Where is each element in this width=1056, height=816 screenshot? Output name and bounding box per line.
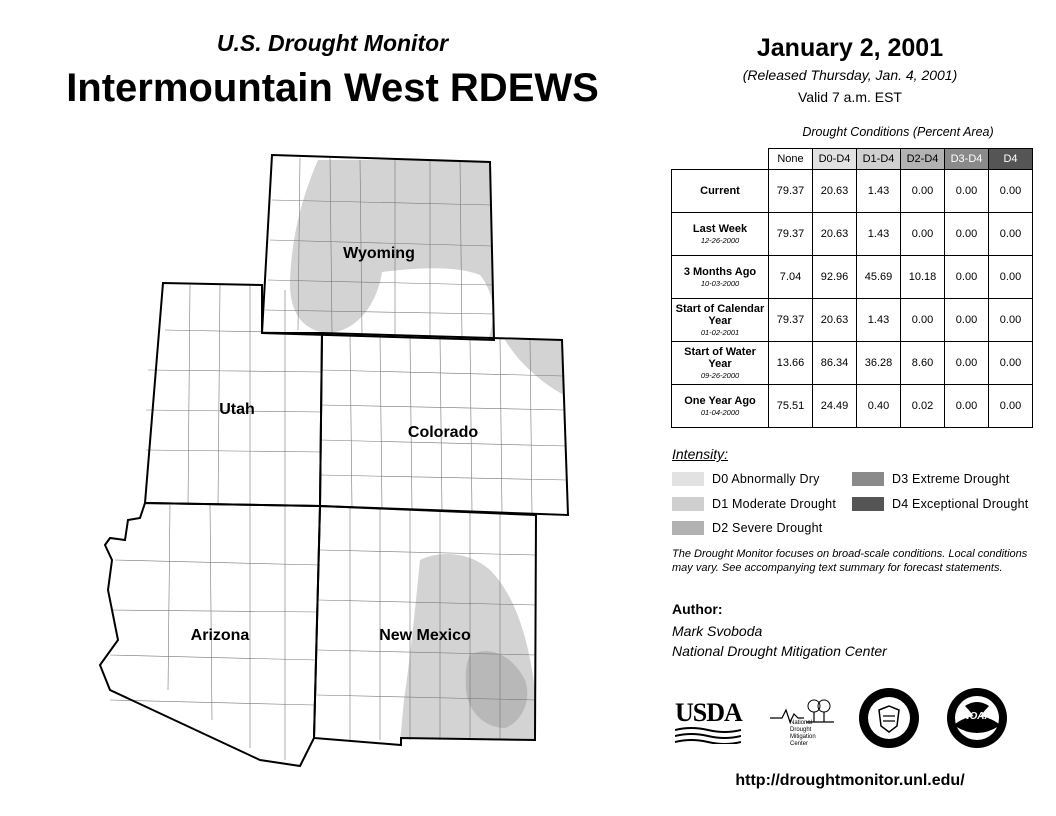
- state-label-new-mexico: New Mexico: [379, 627, 471, 644]
- author-block: [672, 621, 887, 661]
- disclaimer-note: The Drought Monitor focuses on broad-scale conditions. Local conditions may vary. See accompanying text summary for forecast statements.: [672, 548, 1028, 574]
- table-cell: 0.00: [901, 299, 945, 342]
- table-cell: 0.00: [989, 256, 1033, 299]
- col-header-d1-d4: D1-D4: [857, 149, 901, 170]
- ndmc-logo: [770, 698, 842, 754]
- drought-conditions-table: [671, 148, 1033, 428]
- table-row: [672, 342, 1033, 385]
- row-label: Start of Water Year: [684, 345, 756, 370]
- row-date: 12-26-2000: [700, 235, 740, 245]
- state-label-arizona: Arizona: [190, 627, 250, 644]
- table-header-row: [672, 149, 1033, 170]
- table-caption: Drought Conditions (Percent Area): [802, 125, 994, 139]
- table-cell: 0.00: [945, 213, 989, 256]
- table-cell: 0.00: [901, 213, 945, 256]
- row-label: Current: [700, 185, 740, 197]
- col-header-d0-d4: D0-D4: [813, 149, 857, 170]
- noaa-logo-text: NOAA: [962, 711, 992, 722]
- valid-time: Valid 7 a.m. EST: [797, 89, 902, 105]
- legend-label: D2 Severe Drought: [712, 521, 823, 535]
- legend-title: Intensity:: [672, 446, 729, 462]
- row-header: [672, 342, 769, 385]
- author-org: National Drought Mitigation Center: [672, 643, 887, 659]
- release-date: (Released Thursday, Jan. 4, 2001): [742, 67, 958, 83]
- table-cell: 13.66: [769, 342, 813, 385]
- row-header: [672, 385, 769, 428]
- legend-label: D1 Moderate Drought: [712, 497, 837, 511]
- website-url[interactable]: http://droughtmonitor.unl.edu/: [735, 772, 965, 789]
- map-date: January 2, 2001: [756, 34, 944, 62]
- col-header-d2-d4: D2-D4: [901, 149, 945, 170]
- table-cell: 0.00: [945, 170, 989, 213]
- table-cell: 10.18: [901, 256, 945, 299]
- legend-swatch: [672, 521, 704, 535]
- map-title: Intermountain West RDEWS: [66, 66, 599, 110]
- row-label: One Year Ago: [684, 394, 756, 407]
- table-cell: 0.00: [945, 256, 989, 299]
- table-cell: 45.69: [857, 256, 901, 299]
- table-cell: 79.37: [769, 170, 813, 213]
- drought-map: [0, 140, 660, 770]
- legend-swatch: [852, 497, 884, 511]
- legend-item-d1: [672, 497, 836, 511]
- legend-swatch: [852, 472, 884, 486]
- table-cell: 0.00: [945, 385, 989, 428]
- table-cell: 86.34: [813, 342, 857, 385]
- legend-item-d2: [672, 521, 822, 535]
- table-corner: [672, 149, 769, 170]
- row-date: 01-04-2000: [700, 407, 740, 417]
- noaa-logo: [945, 686, 1009, 750]
- table-row: [672, 299, 1033, 342]
- table-cell: 24.49: [813, 385, 857, 428]
- table-cell: 20.63: [813, 170, 857, 213]
- map-subtitle: U.S. Drought Monitor: [216, 30, 449, 56]
- table-cell: 0.40: [857, 385, 901, 428]
- legend-label: D4 Exceptional Drought: [892, 497, 1029, 511]
- table-cell: 0.00: [945, 299, 989, 342]
- commerce-seal-icon: [857, 686, 921, 750]
- table-cell: 0.00: [945, 342, 989, 385]
- row-date: 10-03-2000: [700, 278, 740, 288]
- usda-logo: [675, 700, 743, 748]
- row-label: Last Week: [692, 222, 748, 235]
- table-cell: 8.60: [901, 342, 945, 385]
- row-header: [672, 256, 769, 299]
- table-cell: 79.37: [769, 299, 813, 342]
- table-row: [672, 256, 1033, 299]
- state-label-wyoming: Wyoming: [343, 245, 415, 262]
- usda-logo-text: USDA: [675, 698, 742, 727]
- row-label: Start of Calendar Year: [675, 302, 765, 327]
- row-date: 01-02-2001: [700, 327, 740, 337]
- table-cell: 1.43: [857, 170, 901, 213]
- author-heading: Author:: [672, 601, 723, 617]
- table-cell: 1.43: [857, 299, 901, 342]
- table-cell: 0.00: [901, 170, 945, 213]
- state-label-colorado: Colorado: [407, 424, 479, 441]
- table-cell: 0.00: [989, 385, 1033, 428]
- table-cell: 20.63: [813, 213, 857, 256]
- legend-swatch: [672, 497, 704, 511]
- table-cell: 20.63: [813, 299, 857, 342]
- row-header: [672, 213, 769, 256]
- col-header-d4: D4: [989, 149, 1033, 170]
- row-header: [672, 299, 769, 342]
- col-header-d3-d4: D3-D4: [945, 149, 989, 170]
- author-name: Mark Svoboda: [672, 623, 763, 639]
- legend-label: D3 Extreme Drought: [892, 472, 1010, 486]
- row-date: 09-26-2000: [700, 370, 740, 380]
- table-cell: 0.00: [989, 170, 1033, 213]
- col-header-none: None: [769, 149, 813, 170]
- table-cell: 7.04: [769, 256, 813, 299]
- ndmc-logo-text: National Drought Mitigation Center: [790, 720, 816, 747]
- utah-outline: [145, 283, 322, 506]
- usda-waves-icon: [675, 726, 741, 744]
- table-cell: 0.02: [901, 385, 945, 428]
- table-cell: 92.96: [813, 256, 857, 299]
- state-label-utah: Utah: [219, 401, 255, 418]
- table-row: [672, 170, 1033, 213]
- legend-item-d3: [852, 472, 1010, 486]
- table-cell: 36.28: [857, 342, 901, 385]
- row-header: [672, 170, 769, 213]
- table-row: [672, 213, 1033, 256]
- row-label: 3 Months Ago: [683, 265, 757, 278]
- legend-label: D0 Abnormally Dry: [712, 472, 820, 486]
- table-row: [672, 385, 1033, 428]
- table-cell: 0.00: [989, 213, 1033, 256]
- table-cell: 1.43: [857, 213, 901, 256]
- table-cell: 75.51: [769, 385, 813, 428]
- legend-swatch: [672, 472, 704, 486]
- table-cell: 0.00: [989, 342, 1033, 385]
- table-cell: 0.00: [989, 299, 1033, 342]
- table-cell: 79.37: [769, 213, 813, 256]
- legend-item-d0: [672, 472, 820, 486]
- legend-item-d4: [852, 497, 1028, 511]
